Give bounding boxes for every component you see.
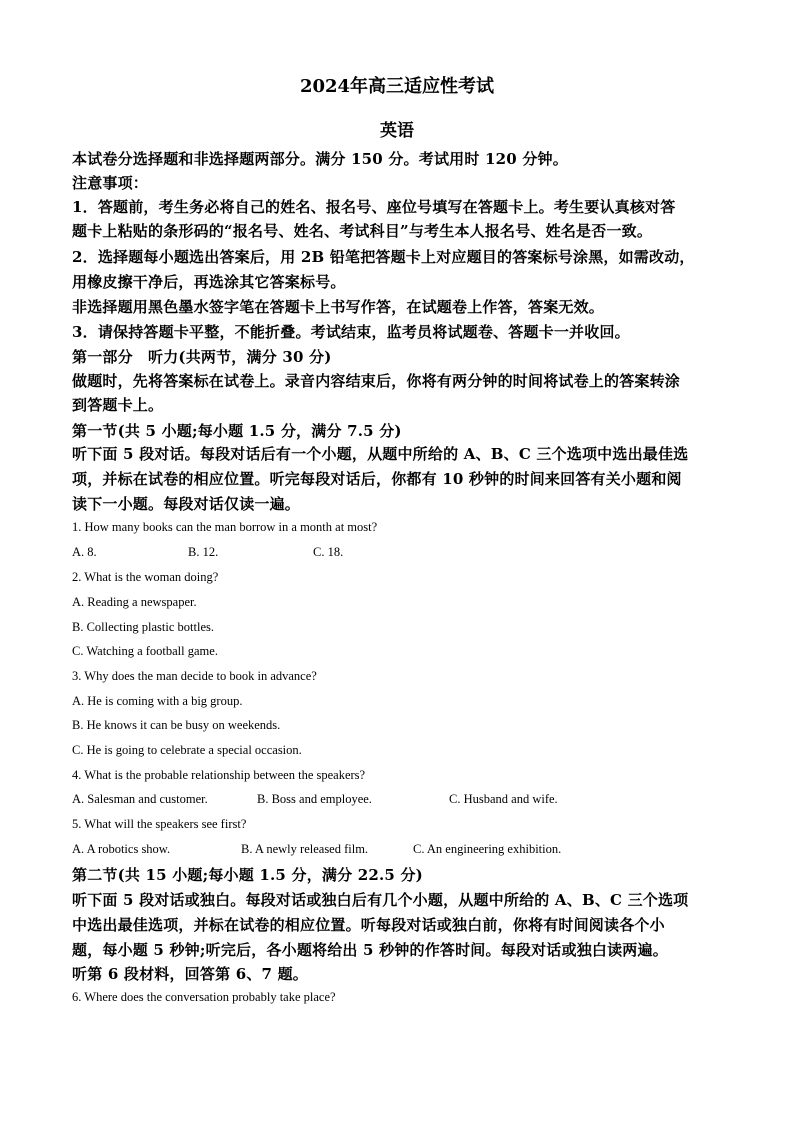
q3-option-b: B. He knows it can be busy on weekends. [72,718,281,732]
section2-heading: 第二节(共 15 小题;每小题 1.5 分，满分 22.5 分) [72,866,423,884]
notice-1-line-1: 1．答题前，考生务必将自己的姓名、报名号、座位号填写在答题卡上。考生要认真核对答 [72,198,676,216]
q4-option-c: C. Husband and wife. [449,792,558,806]
material-6-heading: 听第 6 段材料，回答第 6、7 题。 [72,965,309,983]
q2-option-b: B. Collecting plastic bottles. [72,620,214,634]
q4-option-b: B. Boss and employee. [257,792,372,806]
q5-option-b: B. A newly released film. [241,842,369,856]
q2-option-a: A. Reading a newspaper. [72,595,197,609]
q5-option-c: C. An engineering exhibition. [413,842,562,856]
notice-2-line-1: 2．选择题每小题选出答案后，用 2B 铅笔把答题卡上对应题目的答案标号涂黑，如需改动， [72,248,695,266]
notice-heading: 注意事项： [72,174,149,192]
notice-3: 3．请保持答题卡平整，不能折叠。考试结束，监考员将试题卷、答题卡一并收回。 [72,323,630,341]
question-3: 3. Why does the man decide to book in advance? [72,669,317,683]
section2-desc-line-1: 听下面 5 段对话或独白。每段对话或独白后有几个小题，从题中所给的 A、B、C 三个选项 [72,891,689,909]
section1-desc-line-2: 项，并标在试卷的相应位置。听完每段对话后，你都有 10 秒钟的时间来回答有关小题和阅 [72,470,682,488]
q1-option-b: B. 12. [188,545,219,559]
q3-option-c: C. He is going to celebrate a special occasion. [72,743,302,757]
section1-heading: 第一节(共 5 小题;每小题 1.5 分，满分 7.5 分) [72,422,402,440]
part1-desc-line-1: 做题时，先将答案标在试卷上。录音内容结束后，你将有两分钟的时间将试卷上的答案转涂 [72,372,681,390]
exam-title: 2024年高三适应性考试 [299,76,495,97]
exam-info: 本试卷分选择题和非选择题两部分。满分 150 分。考试用时 120 分钟。 [72,150,568,168]
question-2: 2. What is the woman doing? [72,570,219,584]
notice-2-line-2: 用橡皮擦干净后，再选涂其它答案标号。 [72,273,346,291]
section1-desc-line-1: 听下面 5 段对话。每段对话后有一个小题，从题中所给的 A、B、C 三个选项中选出最佳选 [72,445,689,463]
notice-2-line-3: 非选择题用黑色墨水签字笔在答题卡上书写作答，在试题卷上作答，答案无效。 [72,298,605,316]
q2-option-c: C. Watching a football game. [72,644,218,658]
question-5: 5. What will the speakers see first? [72,817,247,831]
part1-heading: 第一部分 听力(共两节，满分 30 分) [72,348,332,366]
section2-desc-line-3: 题，每小题 5 秒钟;听完后，各小题将给出 5 秒钟的作答时间。每段对话或独白读两遍。 [72,941,668,959]
question-6: 6. Where does the conversation probably take place? [72,990,336,1004]
notice-1-line-2: 题卡上粘贴的条形码的“报名号、姓名、考试科目”与考生本人报名号、姓名是否一致。 [72,222,653,240]
question-4: 4. What is the probable relationship between the speakers? [72,768,366,782]
q3-option-a: A. He is coming with a big group. [72,694,243,708]
subject-title: 英语 [380,121,414,141]
q1-option-c: C. 18. [313,545,344,559]
section1-desc-line-3: 读下一小题。每段对话仅读一遍。 [72,495,301,513]
q1-option-a: A. 8. [72,545,97,559]
q5-option-a: A. A robotics show. [72,842,171,856]
part1-desc-line-2: 到答题卡上。 [72,396,164,414]
q4-option-a: A. Salesman and customer. [72,792,208,806]
question-1: 1. How many books can the man borrow in a month at most? [72,520,378,534]
section2-desc-line-2: 中选出最佳选项，并标在试卷的相应位置。听每段对话或独白前，你将有时间阅读各个小 [72,916,665,934]
